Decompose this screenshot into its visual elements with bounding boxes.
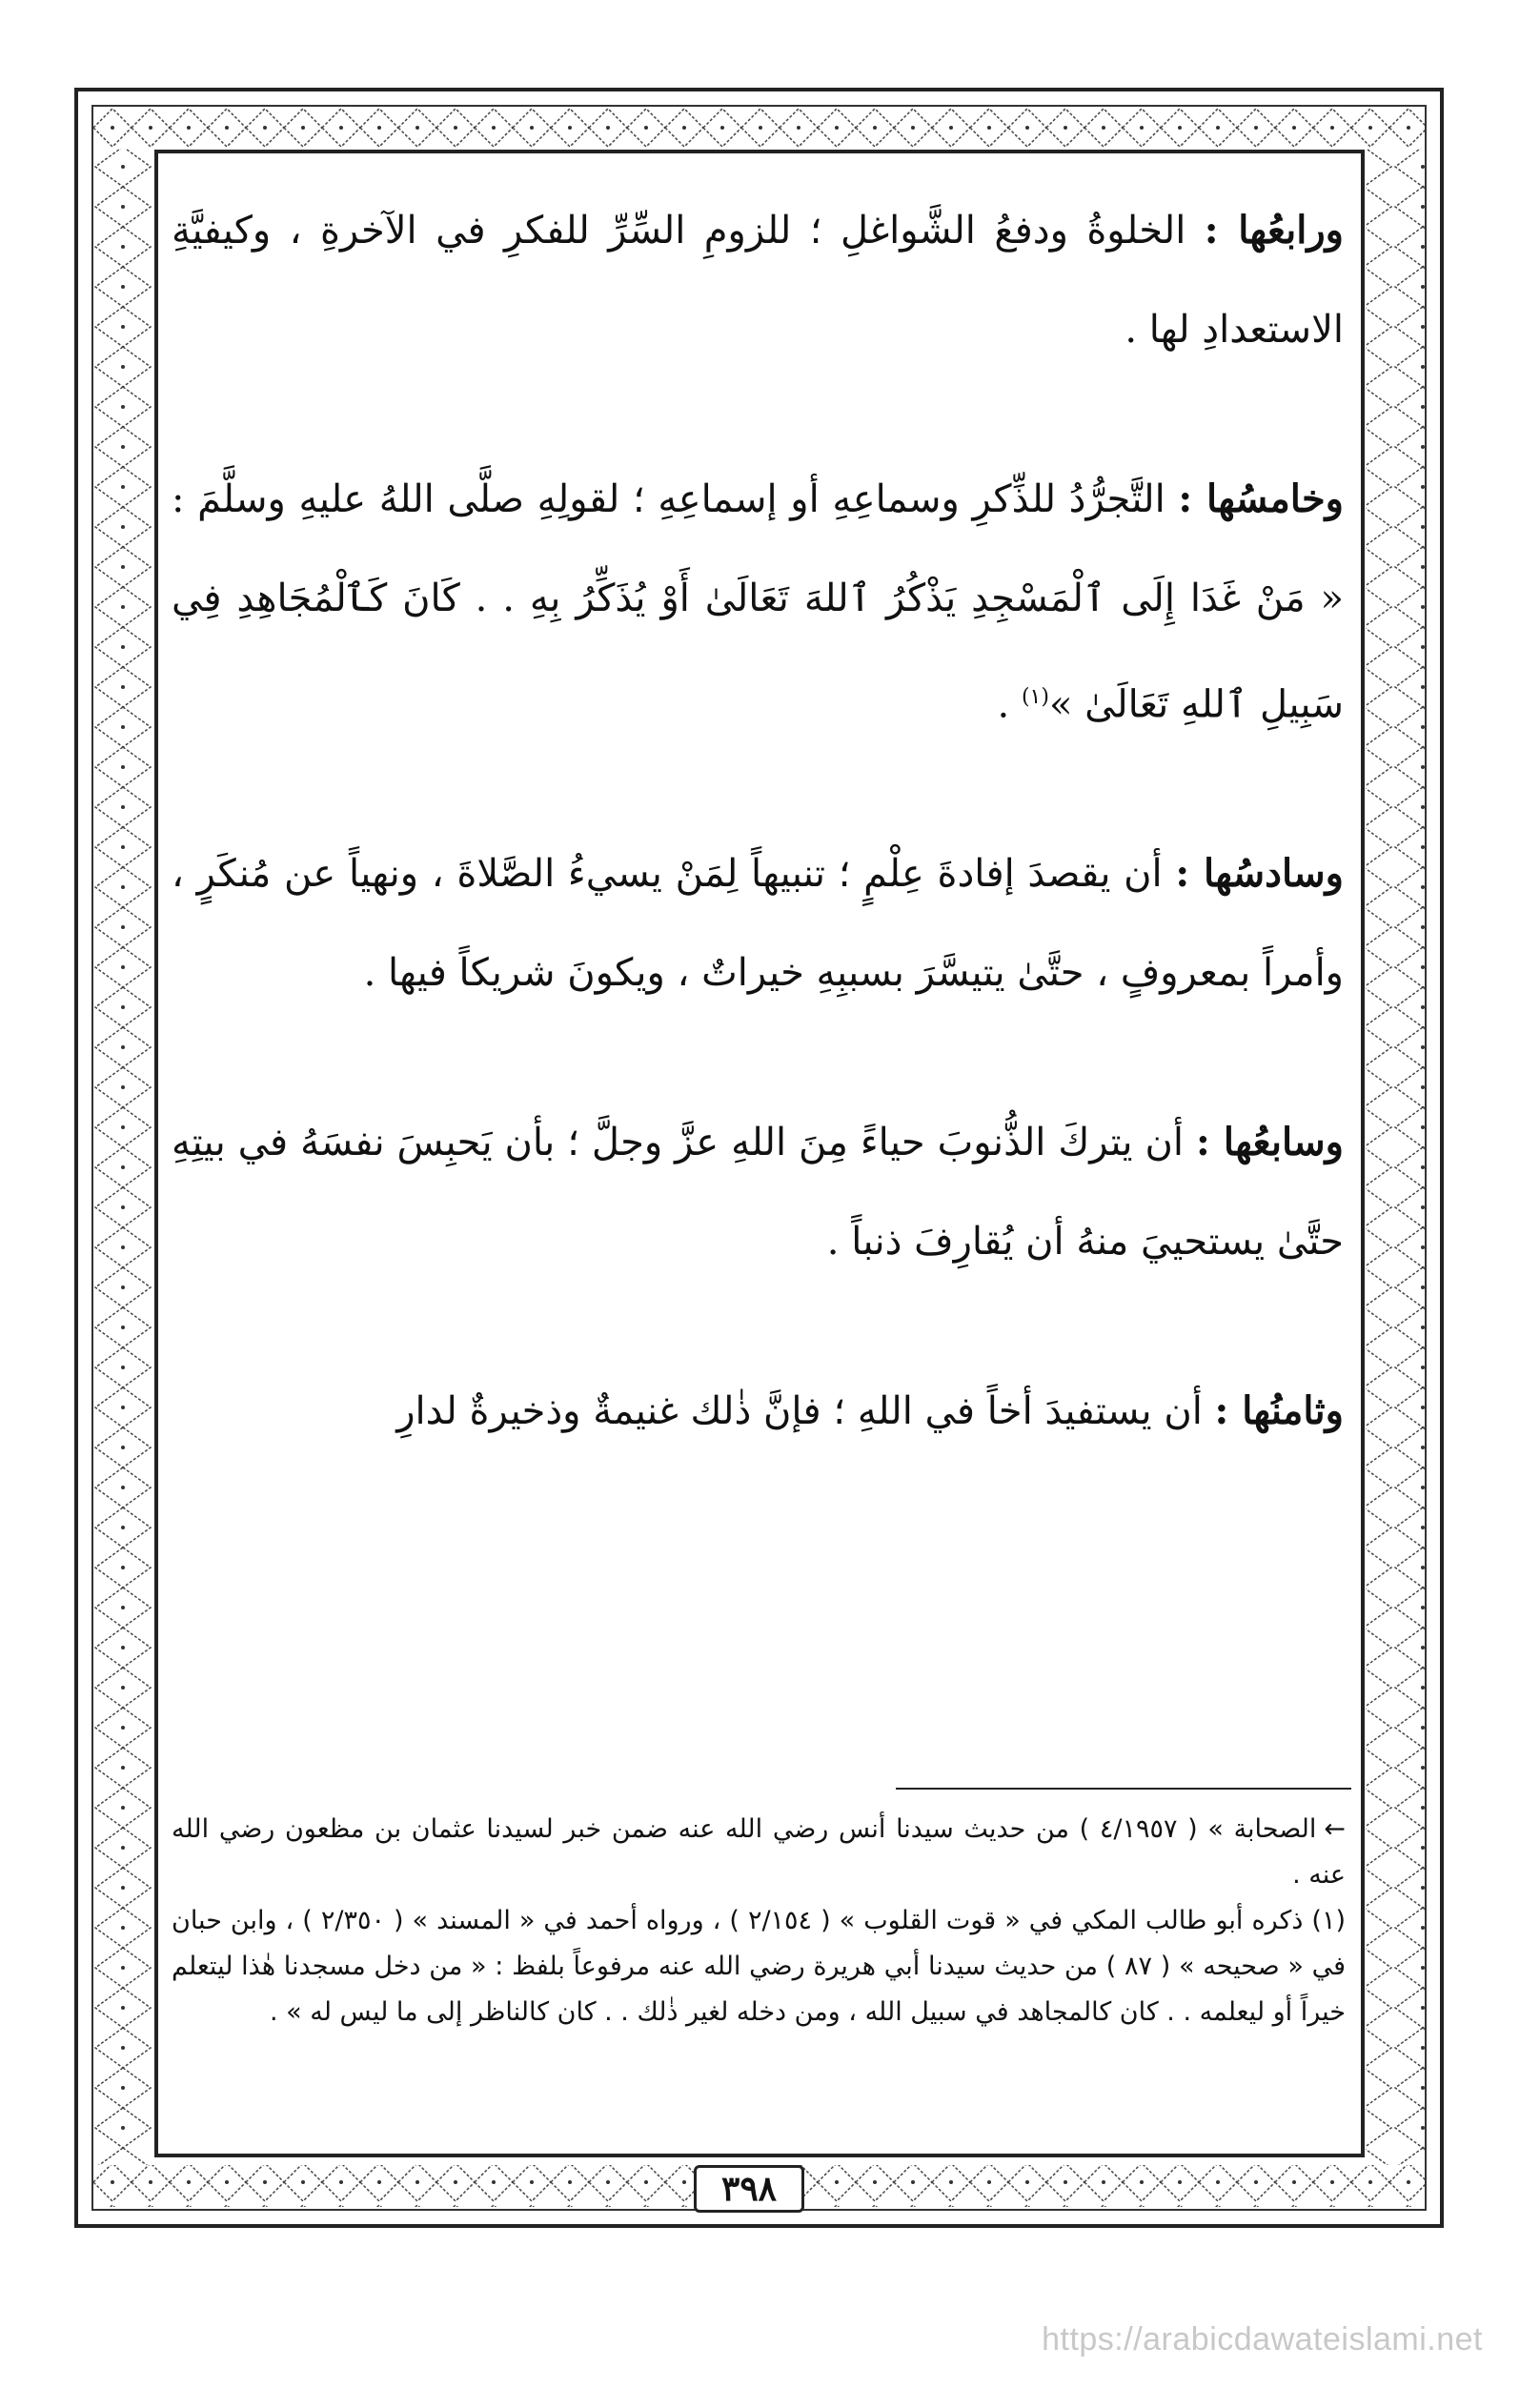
- page-number-text: ٣٩٨: [721, 2169, 778, 2209]
- paragraph-body: الخلوةُ ودفعُ الشَّواغلِ ؛ للزومِ السِّرِّ للفكرِ في الآخرةِ ، وكيفيَّةِ الاستعدادِ لها .: [172, 209, 1344, 352]
- footnote-continued: [172, 1807, 1346, 1898]
- paragraph-body: أن يقصدَ إفادةَ عِلْمٍ ؛ تنبيهاً لِمَنْ يسيءُ الصَّلاةَ ، ونهياً عن مُنكَرٍ ، وأمراً بمعروفٍ ، حتَّىٰ يتيسَّرَ بسببِهِ خيراتٌ ، ويكونَ شريكاً فيها .: [172, 852, 1344, 996]
- footnote-1: (١) ذكره أبو طالب المكي في « قوت القلوب » ( ٢/١٥٤ ) ، ورواه أحمد في « المسند » ( ٢/٣٥٠ ) ، وابن حبان في « صحيحه » ( ٨٧ ) من حديث سيدنا أبي هريرة رضي الله عنه مرفوعاً بلفظ : « من دخل مسجدنا هٰذا ليتعلم خيراً أو ليعلمه . . كان كالمجاهد في سبيل الله ، ومن دخله لغير ذٰلك . . كان كالناظر إلى ما ليس له » .: [172, 1906, 1346, 2027]
- paragraph-end: .: [997, 682, 1022, 727]
- paragraph-eighth: [172, 1362, 1344, 1461]
- paragraph-lead: وثامنُها :: [1214, 1388, 1344, 1434]
- paragraph-body: التَّجرُّدُ للذِّكرِ وسماعِهِ أو إسماعِهِ ؛ لقولِهِ صلَّى اللهُ عليهِ وسلَّمَ : « مَنْ غَدَا إِلَى ٱلْمَسْجِدِ يَذْكُرُ ٱللهَ تَعَالَىٰ أَوْ يُذَكِّرُ بِهِ . . كَانَ كَٱلْمُجَاهِدِ فِي سَبِيلِ ٱللهِ تَعَالَىٰ »: [172, 477, 1344, 727]
- paragraph-sixth: [172, 824, 1344, 1022]
- page-number: [694, 2165, 804, 2213]
- paragraph-lead: وسابعُها :: [1195, 1120, 1344, 1165]
- footnotes: [172, 1807, 1346, 2035]
- paragraph-body: أن يتركَ الذُّنوبَ حياءً مِنَ اللهِ عزَّ وجلَّ ؛ بأن يَحبِسَ نفسَهُ في بيتِهِ حتَّىٰ يستحييَ منهُ أن يُقارِفَ ذنباً .: [172, 1121, 1344, 1265]
- paragraph-body: أن يستفيدَ أخاً في اللهِ ؛ فإنَّ ذٰلك غنيمةٌ وذخيرةٌ لدارِ: [396, 1389, 1215, 1434]
- paragraph-lead: وخامسُها :: [1178, 476, 1345, 521]
- paragraph-lead: ورابعُها :: [1204, 208, 1345, 253]
- paragraph-lead: وسادسُها :: [1175, 851, 1344, 897]
- main-text: [172, 181, 1344, 1461]
- footnote-continued-text: الصحابة » ( ٤/١٩٥٧ ) من حديث سيدنا أنس رضي الله عنه ضمن خبر لسيدنا عثمان بن مظعون رضي الله عنه .: [172, 1814, 1346, 1890]
- footnote-marker: (١): [1021, 685, 1049, 709]
- paragraph-fourth: [172, 181, 1344, 379]
- paragraph-fifth: [172, 450, 1344, 754]
- footnote-separator: [896, 1788, 1351, 1790]
- watermark-url: https://arabicdawateislami.net: [1042, 2321, 1483, 2358]
- paragraph-seventh: [172, 1093, 1344, 1291]
- arrow-left-icon: ←: [1324, 1814, 1346, 1844]
